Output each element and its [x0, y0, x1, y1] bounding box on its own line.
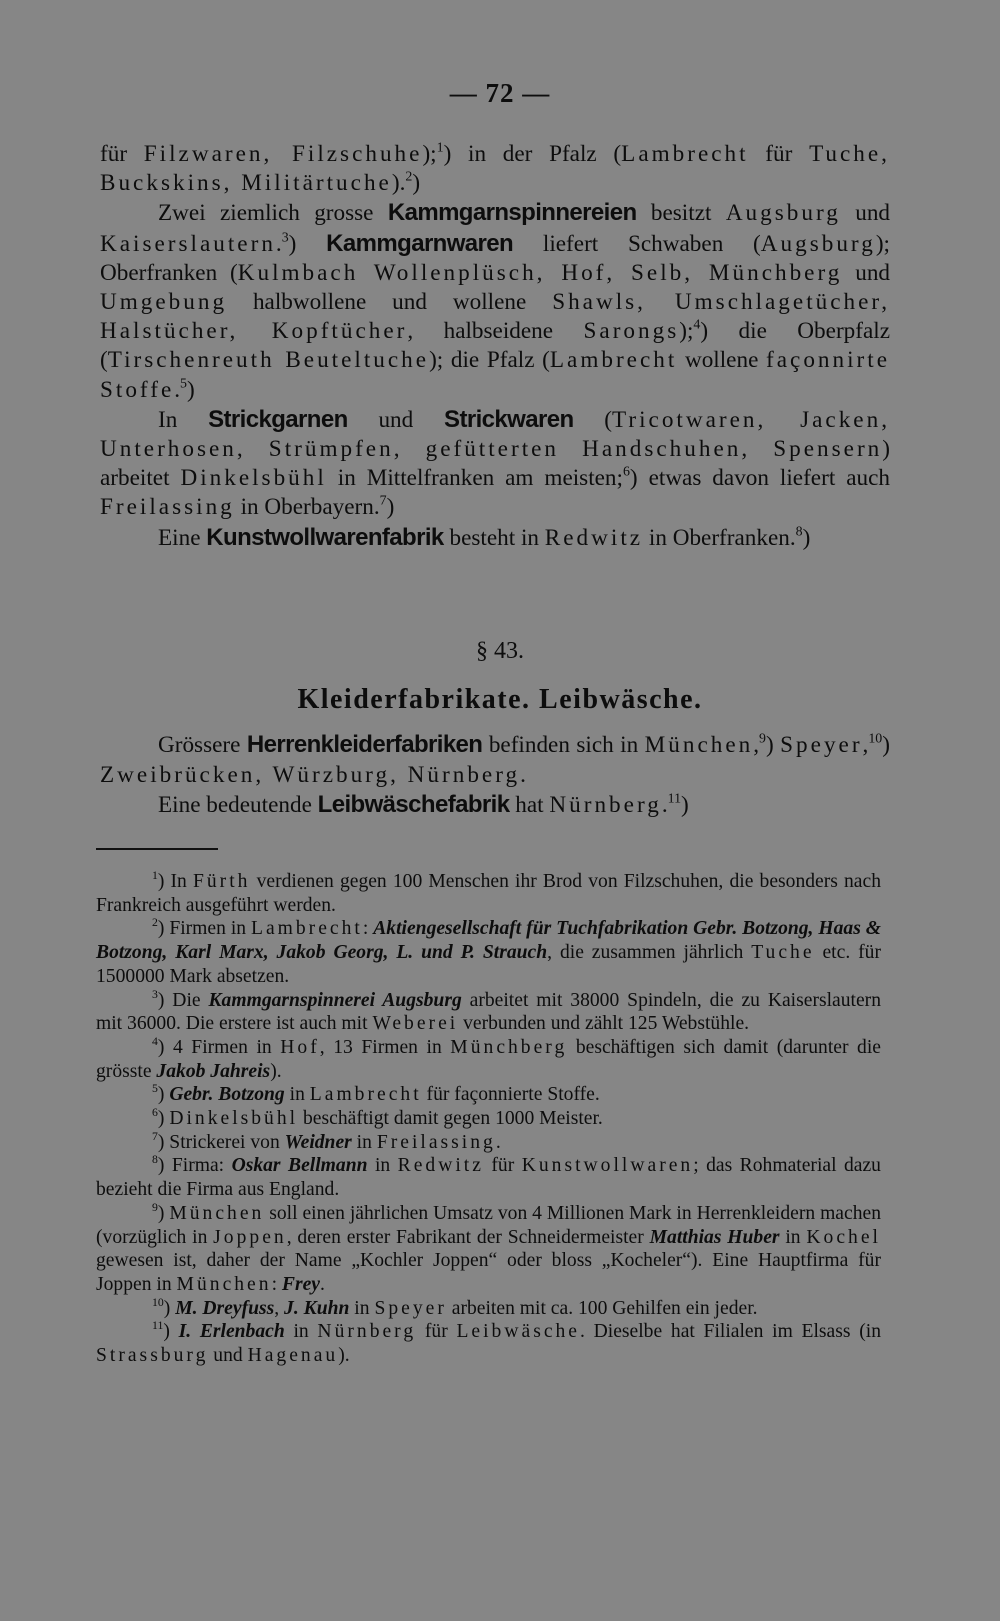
- footnote-ref[interactable]: 7: [379, 493, 387, 509]
- footnote-ref[interactable]: 10: [868, 731, 883, 747]
- footnote-9: $^9$) München soll einen jährlichen Umsatz von 4 Millionen Mark in Herrenkleidern machen (vorzüglich in Joppen, deren erster Fabrikant der Schneidermeister Matthias Huber in Kochel gewesen ist, daher der Name „Kochler Joppen“ oder bloss „Kocheler“). Eine Hauptfirma für Joppen in München: Frey.: [96, 1200, 881, 1295]
- paragraph-kunstwolle: Eine Kunstwollwarenfabrik besteht in Redwitz in Oberfranken.$^8$): [158, 523, 811, 551]
- keyword: Herrenkleiderfabriken: [246, 731, 483, 758]
- section-text: [100, 730, 890, 820]
- footnote-6: $^6$) Dinkelsbühl beschäftigt damit gegen 1000 Meister.: [152, 1105, 603, 1130]
- footnote-4: $^4$) 4 Firmen in Hof, 13 Firmen in Münchberg beschäftigen sich damit (darunter die grösste Jakob Jahreis).: [96, 1034, 881, 1082]
- footnote-ref[interactable]: 8: [795, 523, 803, 539]
- footnotes: [96, 870, 881, 1368]
- body-text: [100, 140, 890, 553]
- paragraph-leibwaesche: Eine bedeutende Leibwäschefabrik hat Nürnberg.$^{11}$): [158, 791, 689, 818]
- footnote-ref[interactable]: 6: [622, 464, 630, 480]
- footnote-2: $^2$) Firmen in Lambrecht: Aktiengesellschaft für Tuchfabrikation Gebr. Botzong, Haas & Botzong, Karl Marx, Jakob Georg, L. und P. Strauch, die zusammen jährlich Tuche etc. für 1500000 Mark absetzen.: [96, 916, 881, 987]
- footnote-ref[interactable]: 3: [281, 229, 289, 245]
- keyword: Kammgarnwaren: [326, 229, 514, 257]
- paragraph-kammgarn: Zwei ziemlich grosse Kammgarnspinnereien besitzt Augsburg und Kaiserslautern.$^3$) Kammgarnwaren liefert Schwaben (Augsburg); Oberfranken (Kulmbach Wollenplüsch, Hof, Selb, Münchberg und Umgebung halbwollene und wollene Shawls, Umschlagetücher, Halstücher, Kopftücher, halbseidene Sarongs);$^4$) die Oberpfalz (Tirschenreuth Beuteltuche); die Pfalz (Lambrecht wollene façonnirte Stoffe.$^5$): [100, 199, 891, 403]
- footnote-1: $^1$) In Fürth verdienen gegen 100 Menschen ihr Brod von Filzschuhen, die besonders nach Frankreich ausgeführt werden.: [96, 868, 881, 916]
- footnote-ref[interactable]: 4: [693, 317, 701, 333]
- footnote-5: $^5$) Gebr. Botzong in Lambrecht für façonnierte Stoffe.: [152, 1082, 600, 1106]
- footnote-ref[interactable]: 1: [436, 140, 444, 156]
- footnote-7: $^7$) Strickerei von Weidner in Freilassing.: [152, 1129, 501, 1153]
- footnote-ref[interactable]: 2: [405, 169, 413, 185]
- footnote-3: $^3$) Die Kammgarnspinnerei Augsburg arbeitet mit 38000 Spindeln, die zu Kaiserslautern mit 36000. Die erstere ist auch mit Weberei verbunden und zählt 125 Webstühle.: [96, 987, 881, 1035]
- keyword: Strickwaren: [444, 405, 574, 433]
- paragraph-filzwaren: für Filzwaren, Filzschuhe);$^1$) in der Pfalz (Lambrecht für Tuche, Buckskins, Militärtuche).$^2$): [100, 140, 890, 197]
- footnote-ref[interactable]: 9: [759, 731, 766, 747]
- keyword: Strickgarnen: [208, 405, 348, 433]
- section-number: § 43.: [476, 638, 524, 664]
- page-number: — 72 —: [449, 78, 551, 108]
- keyword: Leibwäschefabrik: [317, 791, 510, 818]
- footnote-11: $^{11}$) I. Erlenbach in Nürnberg für Leibwäsche. Dieselbe hat Filialen im Elsass (in Strassburg und Hagenau).: [96, 1319, 881, 1367]
- keyword: Kunstwollwarenfabrik: [206, 523, 444, 551]
- footnote-ref[interactable]: 5: [180, 375, 187, 391]
- footnote-divider: [96, 848, 218, 850]
- section-title: Kleiderfabrikate. Leibwäsche.: [297, 684, 703, 715]
- paragraph-herrenkleider: Grössere Herrenkleiderfabriken befinden sich in München,$^9$) Speyer,$^{10}$) Zweibrücken, Würzburg, Nürnberg.: [100, 731, 890, 788]
- paragraph-strickwaren: In Strickgarnen und Strickwaren (Tricotwaren, Jacken, Unterhosen, Strümpfen, gefütterten Handschuhen, Spensern) arbeitet Dinkelsbühl in Mittelfranken am meisten;$^6$) etwas davon liefert auch Freilassing in Oberbayern.$^7$): [100, 405, 890, 521]
- footnote-8: $^8$) Firma: Oskar Bellmann in Redwitz für Kunstwollwaren; das Rohmaterial dazu bezieht die Firma aus England.: [96, 1153, 881, 1201]
- keyword: Kammgarnspinnereien: [387, 199, 637, 227]
- footnote-ref[interactable]: 11: [667, 791, 682, 807]
- footnote-10: $^{10}$) M. Dreyfuss, J. Kuhn in Speyer arbeiten mit ca. 100 Gehilfen ein jeder.: [152, 1295, 758, 1319]
